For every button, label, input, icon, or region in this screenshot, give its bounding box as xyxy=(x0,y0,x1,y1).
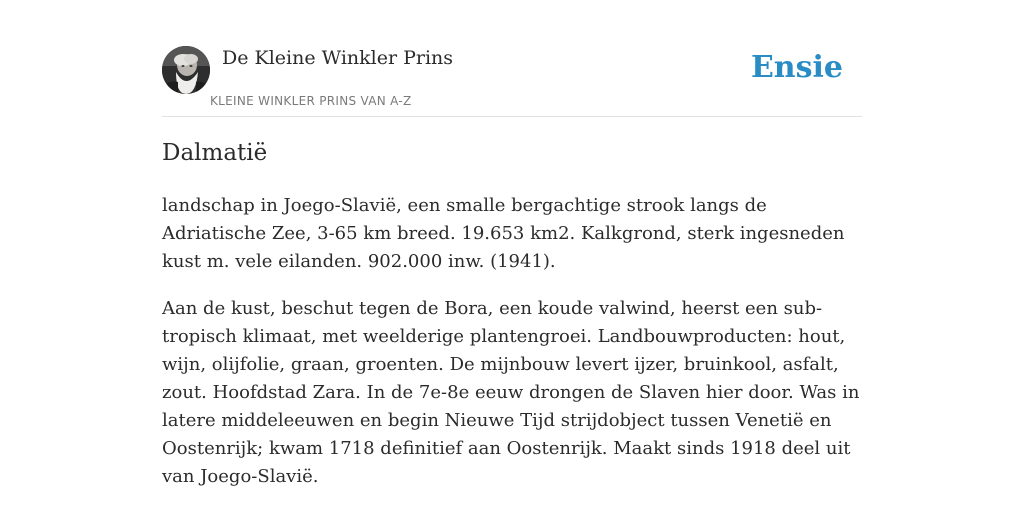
author-avatar[interactable] xyxy=(162,46,210,94)
article-body xyxy=(162,192,867,510)
article-title: Dalmatië xyxy=(162,140,268,166)
author-name[interactable]: De Kleine Winkler Prins xyxy=(222,47,454,69)
source-subtitle[interactable]: KLEINE WINKLER PRINS VAN A-Z xyxy=(210,94,412,108)
paragraph: Aan de kust, beschut tegen de Bora, een koude valwind, heerst een sub-tropisch klimaat, met weelderige plantengroei. Landbouwproducten: hout, wijn, olijfolie, graan, groenten. De mijnbouw levert ijzer, bruinkool, asfalt, zout. Hoofdstad Zara. In de 7e-8e eeuw drongen de Slaven hier door. Was in latere middeleeuwen en begin Nieuwe Tijd strijdobject tussen Venetië en Oostenrijk; kwam 1718 definitief aan Oostenrijk. Maakt sinds 1918 deel uit van Joego-Slavië. xyxy=(162,298,860,487)
paragraph: landschap in Joego-Slavië, een smalle bergachtige strook langs de Adriatische Zee, 3-65 km breed. 19.653 km2. Kalkgrond, sterk ingesneden kust m. vele eilanden. 902.000 inw. (1941). xyxy=(162,195,845,272)
portrait-icon xyxy=(162,46,210,94)
header xyxy=(162,46,862,117)
brand-logo[interactable]: Ensie xyxy=(750,50,843,85)
